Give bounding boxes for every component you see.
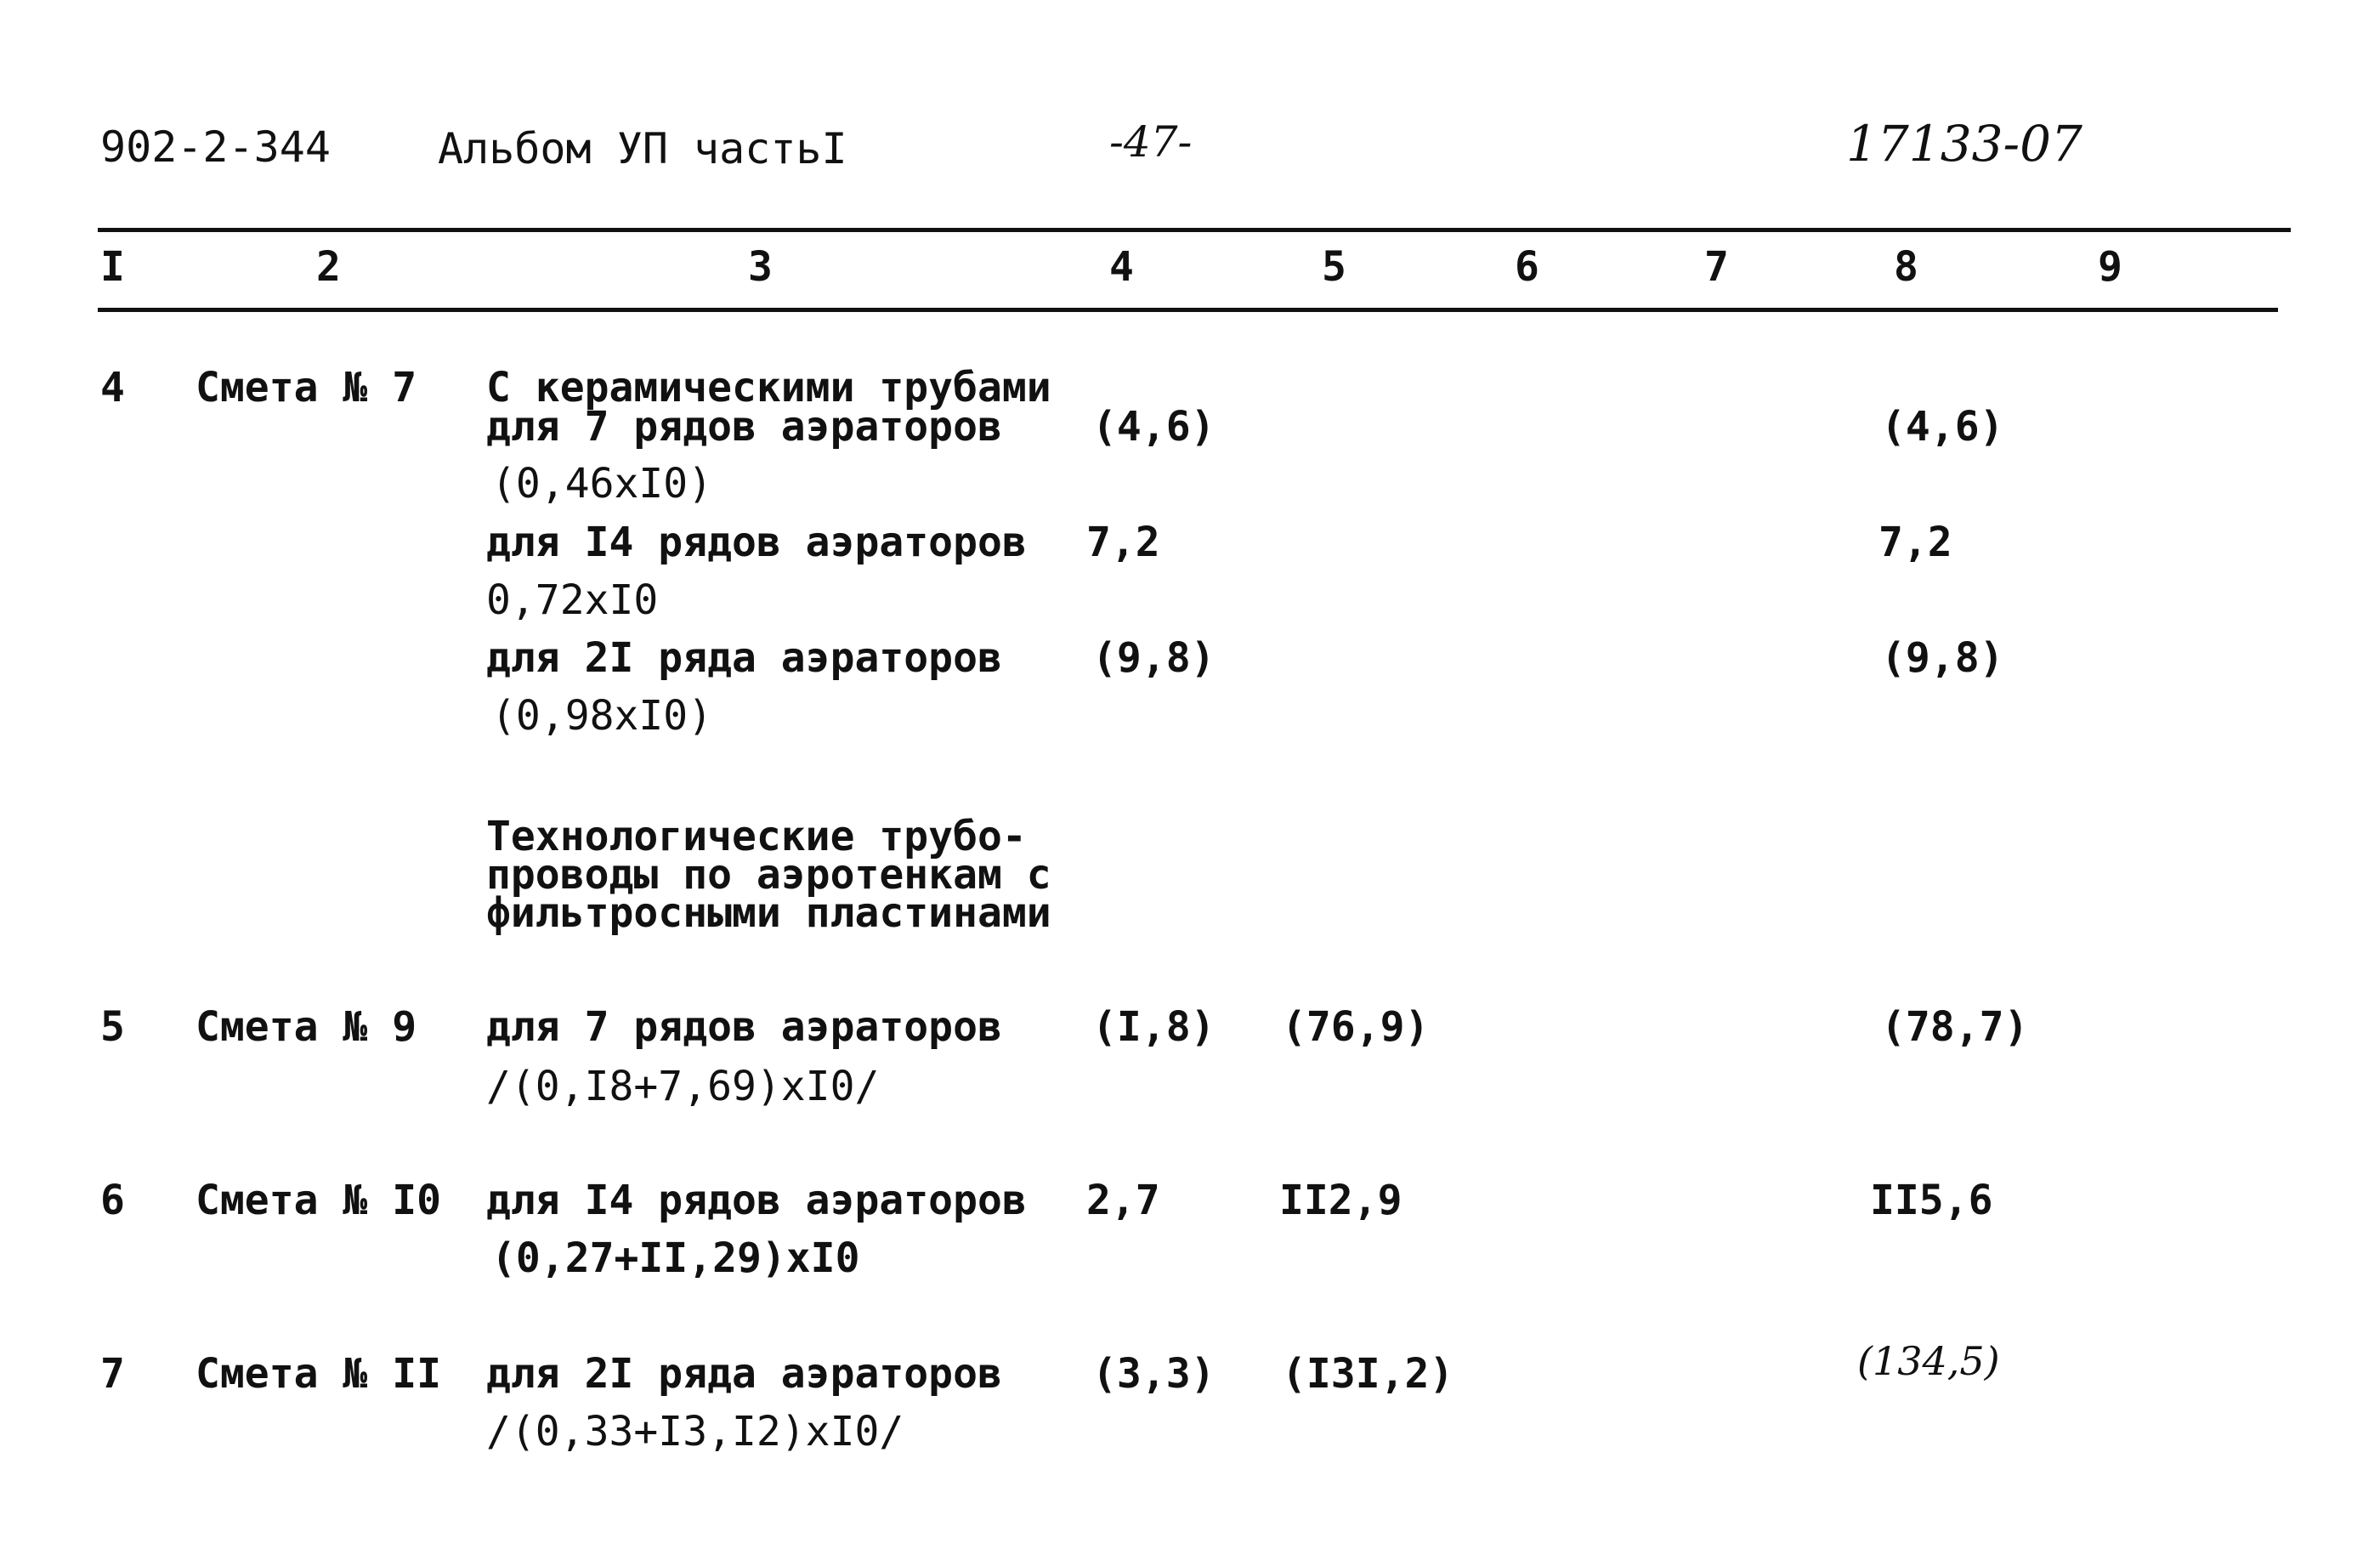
column-number-7: 7 xyxy=(1704,243,1729,291)
column-number-9: 9 xyxy=(2098,243,2122,291)
column-number-5: 5 xyxy=(1322,243,1346,291)
cost-col4: (I,8) xyxy=(1092,1003,1216,1051)
estimate-label: Смета № II xyxy=(196,1350,441,1398)
page-number: -47- xyxy=(1109,117,1193,167)
cost-col8: (78,7) xyxy=(1881,1003,2029,1051)
cost-col8: II5,6 xyxy=(1870,1177,1993,1224)
work-description: для 7 рядов аэраторов xyxy=(486,1003,1002,1051)
estimate-label: Смета № 9 xyxy=(196,1003,417,1051)
estimate-label: Смета № 7 xyxy=(196,364,417,411)
work-formula: (0,27+II,29)xI0 xyxy=(491,1234,860,1282)
cost-col4: (4,6) xyxy=(1092,403,1216,451)
cost-col8: 7,2 xyxy=(1878,519,1952,566)
cost-col8: (4,6) xyxy=(1881,403,2004,451)
row-number: 4 xyxy=(100,364,125,411)
work-formula: /(0,I8+7,69)xI0/ xyxy=(486,1063,880,1110)
work-description: для 7 рядов аэраторов xyxy=(486,403,1002,451)
cost-col8: (9,8) xyxy=(1881,634,2004,682)
work-description: для 2I ряда аэраторов xyxy=(486,634,1002,682)
handwritten-total: (134,5) xyxy=(1857,1338,2000,1384)
cost-col5: (I3I,2) xyxy=(1282,1350,1454,1398)
cost-col5: (76,9) xyxy=(1282,1003,1430,1051)
project-code: 902-2-344 xyxy=(100,122,331,172)
column-number-8: 8 xyxy=(1894,243,1918,291)
work-description: для I4 рядов аэраторов xyxy=(486,519,1027,566)
album-title: Альбом УП частьI xyxy=(438,124,847,173)
cost-col4: 2,7 xyxy=(1086,1177,1160,1224)
cost-col4: 7,2 xyxy=(1086,519,1160,566)
cost-col4: (9,8) xyxy=(1092,634,1216,682)
work-formula: (0,98xI0) xyxy=(491,692,713,740)
work-description: С керамическими трубами xyxy=(486,364,1051,411)
column-number-3: 3 xyxy=(748,243,773,291)
row-number: 7 xyxy=(100,1350,125,1398)
row-number: 5 xyxy=(100,1003,125,1051)
work-formula: (0,46xI0) xyxy=(491,460,713,508)
work-description: для 2I ряда аэраторов xyxy=(486,1350,1002,1398)
column-header-rule xyxy=(98,308,2278,312)
estimate-label: Смета № I0 xyxy=(196,1177,441,1224)
column-number-1: I xyxy=(100,243,125,291)
column-number-2: 2 xyxy=(316,243,341,291)
document-number: 17133-07 xyxy=(1846,115,2082,173)
cost-col4: (3,3) xyxy=(1092,1350,1216,1398)
section-heading: проводы по аэротенкам с xyxy=(486,851,1051,899)
section-heading: Технологические трубо- xyxy=(486,813,1027,860)
row-number: 6 xyxy=(100,1177,125,1224)
section-heading: фильтросными пластинами xyxy=(486,889,1051,937)
work-formula: /(0,33+I3,I2)xI0/ xyxy=(486,1408,904,1455)
column-number-4: 4 xyxy=(1109,243,1134,291)
work-description: для I4 рядов аэраторов xyxy=(486,1177,1027,1224)
cost-col5: II2,9 xyxy=(1279,1177,1402,1224)
work-formula: 0,72xI0 xyxy=(486,576,659,624)
top-rule xyxy=(98,228,2291,232)
column-number-6: 6 xyxy=(1515,243,1539,291)
